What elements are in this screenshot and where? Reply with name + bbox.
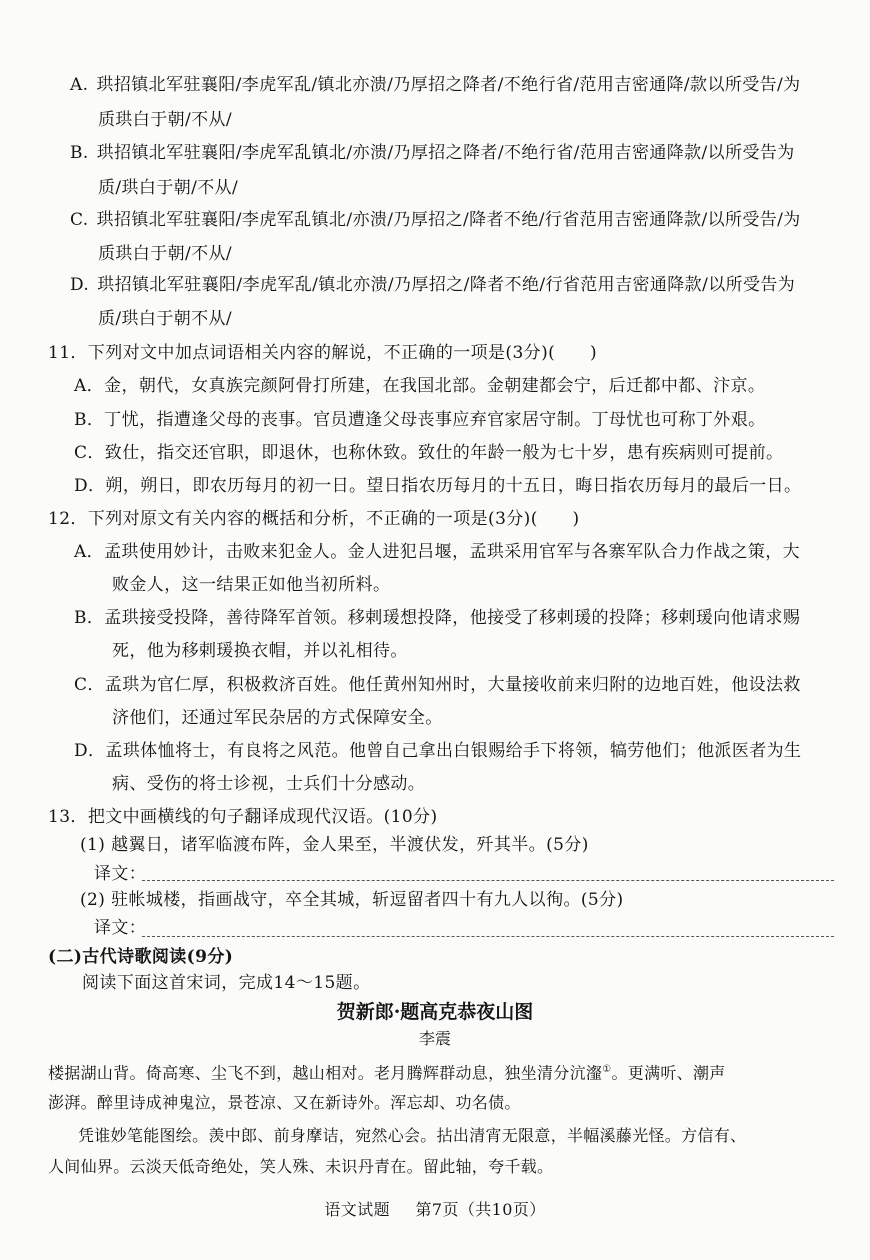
q12-stem: 12．下列对原文有关内容的概括和分析，不正确的一项是(3分)( ) — [48, 509, 580, 529]
page-footer — [0, 1199, 870, 1221]
q11-option-b: B．丁忧，指遭逢父母的丧事。官员遭逢父母丧事应弃官家居守制。丁母忧也可称丁外艰。 — [74, 410, 766, 430]
section-instruction: 阅读下面这首宋词，完成14～15题。 — [82, 973, 371, 993]
q11-option-c: C．致仕，指交还官职，即退休，也称休致。致仕的年龄一般为七十岁，患有疾病则可提前。 — [74, 443, 784, 463]
q10-option-a-line2: 质珙白于朝/不从/ — [98, 110, 233, 130]
q12-option-a-line1: A．孟珙使用妙计，击败来犯金人。金人进犯吕堰，孟珙采用官军与各寨军队合力作战之策，大 — [74, 542, 801, 562]
footer-subject: 语文试题 — [324, 1200, 390, 1219]
footnote-marker: ① — [602, 1064, 612, 1075]
q12-option-a-line2: 败金人，这一结果正如他当初所料。 — [112, 575, 391, 595]
q10-option-d-line2: 质/珙白于朝不从/ — [98, 309, 233, 329]
poem-stanza1-line1: 楼据湖山背。倚高寒、尘飞不到，越山相对。老月腾辉群动息，独坐清分沆瀣①。更满听、潮声 — [48, 1063, 726, 1083]
q12-option-d-line1: D．孟珙体恤将士，有良将之风范。他曾自己拿出白银赐给手下将领，犒劳他们；他派医者为生 — [74, 741, 802, 761]
poem-title: 贺新郎·题高克恭夜山图 — [336, 1001, 534, 1023]
poem-stanza2-line1: 凭谁妙笔能图绘。羡中郎、前身摩诘，宛然心会。拈出清宵无限意，半幅溪藤光怪。方信有、 — [78, 1126, 747, 1145]
q10-option-b-line1: B. 珙招镇北军驻襄阳/李虎军乱镇北/亦溃/乃厚招之降者/不绝行省/范用吉密通降款/以所受告为 — [70, 143, 795, 163]
q13-answer-label-2: 译文： — [94, 918, 147, 938]
q11-option-a: A．金，朝代，女真族完颜阿骨打所建，在我国北部。金朝建都会宁，后迁都中都、汴京。 — [74, 376, 766, 396]
q13-answer-line-1[interactable] — [142, 880, 834, 881]
q13-answer-label-1: 译文： — [94, 864, 147, 884]
q10-option-d-line1: D. 珙招镇北军驻襄阳/李虎军乱/镇北亦溃/乃厚招之/降者不绝/行省范用吉密通降款/以所受告为 — [70, 275, 796, 295]
q12-option-d-line2: 病、受伤的将士诊视，士兵们十分感动。 — [112, 774, 426, 794]
q13-item-2: (2) 驻帐城楼，指画战守，卒全其城，斩逗留者四十有九人以徇。(5分) — [80, 890, 624, 910]
poem-author: 李震 — [418, 1029, 451, 1048]
poem-stanza2-line2: 人间仙界。云淡天低奇绝处，笑人殊、未识丹青在。留此轴，夸千载。 — [48, 1157, 554, 1176]
q12-option-c-line2: 济他们，还通过军民杂居的方式保障安全。 — [112, 708, 443, 728]
q13-stem: 13．把文中画横线的句子翻译成现代汉语。(10分) — [48, 807, 438, 827]
poem-stanza1-line2: 澎湃。醉里诗成神鬼泣，景苍凉、又在新诗外。浑忘却、功名债。 — [48, 1093, 521, 1112]
q13-answer-line-2[interactable] — [142, 936, 834, 937]
q12-option-b-line2: 死，他为移剌瑗换衣帽，并以礼相待。 — [112, 641, 408, 661]
q10-option-a-line1: A. 珙招镇北军驻襄阳/李虎军乱/镇北亦溃/乃厚招之降者/不绝行省/范用吉密通降/款以所受告/为 — [70, 75, 801, 95]
q12-option-b-line1: B．孟珙接受投降，善待降军首领。移剌瑗想投降，他接受了移剌瑗的投降；移剌瑗向他请求赐 — [74, 608, 801, 628]
q11-stem: 11．下列对文中加点词语相关内容的解说，不正确的一项是(3分)( ) — [48, 343, 597, 363]
section-heading: (二)古代诗歌阅读(9分) — [48, 947, 234, 967]
q10-option-c-line2: 质珙白于朝/不从/ — [98, 244, 233, 264]
q13-item-1: (1) 越翼日，诸军临渡布阵，金人果至，半渡伏发，歼其半。(5分) — [80, 835, 589, 855]
q10-option-b-line2: 质/珙白于朝/不从/ — [98, 178, 239, 198]
q11-option-d: D．朔，朔日，即农历每月的初一日。望日指农历每月的十五日，晦日指农历每月的最后一日。 — [74, 476, 802, 496]
q12-option-c-line1: C．孟珙为官仁厚，积极救济百姓。他任黄州知州时，大量接收前来归附的边地百姓，他设法救 — [74, 675, 801, 695]
q10-option-c-line1: C. 珙招镇北军驻襄阳/李虎军乱镇北/亦溃/乃厚招之/降者不绝/行省范用吉密通降款/以所受告/为 — [70, 210, 801, 230]
footer-page-number: 第7页（共10页） — [415, 1200, 546, 1219]
